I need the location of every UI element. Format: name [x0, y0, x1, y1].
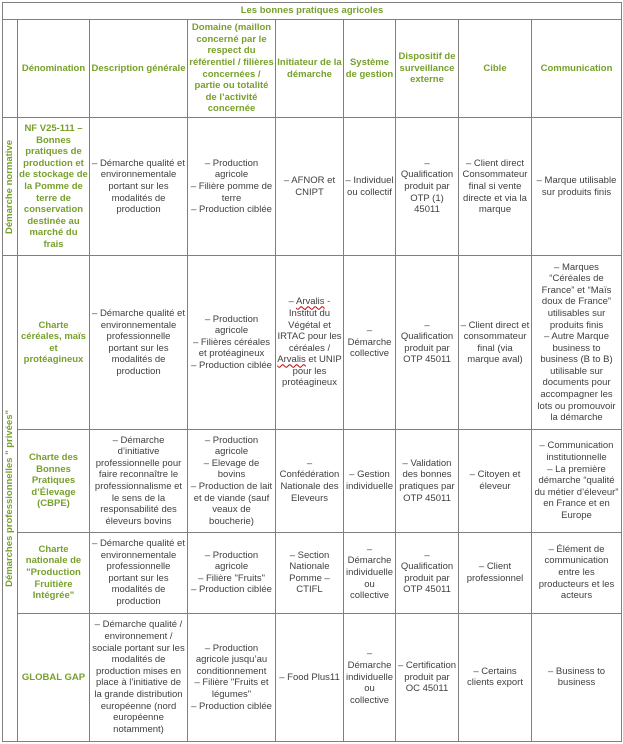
row-communication: – Marques “Céréales de France” et “Maïs doux de France” utilisables sur produits finis – Autre Marque business to business (B to B) utilisable sur documents pour accompagner les lots ou promouvoir la démarche: [532, 256, 622, 430]
row-name: NF V25-111 – Bonnes pratiques de production et de stockage de la Pomme de terre de conservation destinée au marché du frais: [18, 118, 90, 256]
row-initiateur: – Food Plus11: [276, 613, 344, 741]
row-systeme: – Démarche collective: [344, 256, 396, 430]
row-cible: – Client direct et consommateur final (via marque aval): [459, 256, 532, 430]
header-systeme: Système de gestion: [344, 20, 396, 118]
header-description: Description générale: [90, 20, 188, 118]
row-domaine: – Production agricole – Elevage de bovins – Production de lait et de viande (sauf veaux de boucherie): [188, 430, 276, 533]
row-communication: – Marque utilisable sur produits finis: [532, 118, 622, 256]
header-communication: Communication: [532, 20, 622, 118]
table-row: [3, 613, 622, 741]
row-domaine: – Production agricole jusqu’au conditionnement – Filière "Fruits et légumes" – Production ciblée: [188, 613, 276, 741]
row-description: – Démarche qualité et environnementale portant sur les modalités de production: [90, 118, 188, 256]
row-description: – Démarche d’initiative professionnelle pour faire reconnaître le professionnalisme et le sens de la responsabilité des éleveurs bovins: [90, 430, 188, 533]
row-systeme: – Démarche individuelle ou collective: [344, 613, 396, 741]
row-systeme: – Individuel ou collectif: [344, 118, 396, 256]
good-practices-table: [2, 2, 622, 742]
row-dispositif: – Certification produit par OC 45011: [396, 613, 459, 741]
row-name: Charte céréales, maïs et protéagineux: [18, 256, 90, 430]
header-cible: Cible: [459, 20, 532, 118]
row-domaine: – Production agricole – Filière pomme de terre – Production ciblée: [188, 118, 276, 256]
row-initiateur: – AFNOR et CNIPT: [276, 118, 344, 256]
row-systeme: – Gestion individuelle: [344, 430, 396, 533]
row-initiateur: – Arvalis - Institut du Végétal et IRTAC pour les céréales / Arvalis et UNIP pour les protéagineux: [276, 256, 344, 430]
header-initiateur: Initiateur de la démarche: [276, 20, 344, 118]
header-denomination: Dénomination: [18, 20, 90, 118]
row-dispositif: – Qualification produit par OTP 45011: [396, 256, 459, 430]
row-cible: – Citoyen et éleveur: [459, 430, 532, 533]
row-domaine: – Production agricole – Filières céréales et protéagineux – Production ciblée: [188, 256, 276, 430]
row-name: Charte nationale de "Production Fruitière Intégrée": [18, 532, 90, 613]
header-dispositif: Dispositif de surveillance externe: [396, 20, 459, 118]
row-cible: – Client professionnel: [459, 532, 532, 613]
row-description: – Démarche qualité et environnementale professionnelle portant sur les modalités de production: [90, 256, 188, 430]
row-description: – Démarche qualité / environnement / sociale portant sur les modalités de production mises en place à l’initiative de la grande distribution européenne (nord européenne notamment): [90, 613, 188, 741]
row-description: – Démarche qualité et environnementale professionnelle portant sur les modalités de production: [90, 532, 188, 613]
row-cible: – Certains clients export: [459, 613, 532, 741]
row-dispositif: – Qualification produit par OTP (1) 45011: [396, 118, 459, 256]
table-row: [3, 532, 622, 613]
group-normative: Démarche normative: [3, 118, 18, 256]
row-initiateur: – Section Nationale Pomme – CTIFL: [276, 532, 344, 613]
row-dispositif: – Validation des bonnes pratiques par OTP 45011: [396, 430, 459, 533]
row-communication: – Business to business: [532, 613, 622, 741]
row-name: GLOBAL GAP: [18, 613, 90, 741]
row-communication: – Communication institutionnelle – La première démarche “qualité du métier d’éleveur” en France et en Europe: [532, 430, 622, 533]
corner-cell: [3, 20, 18, 118]
group-privees: Démarches professionnelles " privées": [3, 256, 18, 742]
row-dispositif: – Qualification produit par OTP 45011: [396, 532, 459, 613]
header-domaine: Domaine (maillon concerné par le respect du référentiel / filières concernées / partie ou totalité de l’activité concernée: [188, 20, 276, 118]
row-communication: – Élément de communication entre les producteurs et les acteurs: [532, 532, 622, 613]
table-row: [3, 256, 622, 430]
row-cible: – Client direct Consommateur final si vente directe et via la marque: [459, 118, 532, 256]
row-initiateur: – Confédération Nationale des Eleveurs: [276, 430, 344, 533]
row-name: Charte des Bonnes Pratiques d’Élevage (CBPE): [18, 430, 90, 533]
table-row: [3, 430, 622, 533]
table-row: [3, 118, 622, 256]
row-systeme: – Démarche individuelle ou collective: [344, 532, 396, 613]
row-domaine: – Production agricole – Filière "Fruits" – Production ciblée: [188, 532, 276, 613]
table-title: Les bonnes pratiques agricoles: [3, 3, 622, 20]
